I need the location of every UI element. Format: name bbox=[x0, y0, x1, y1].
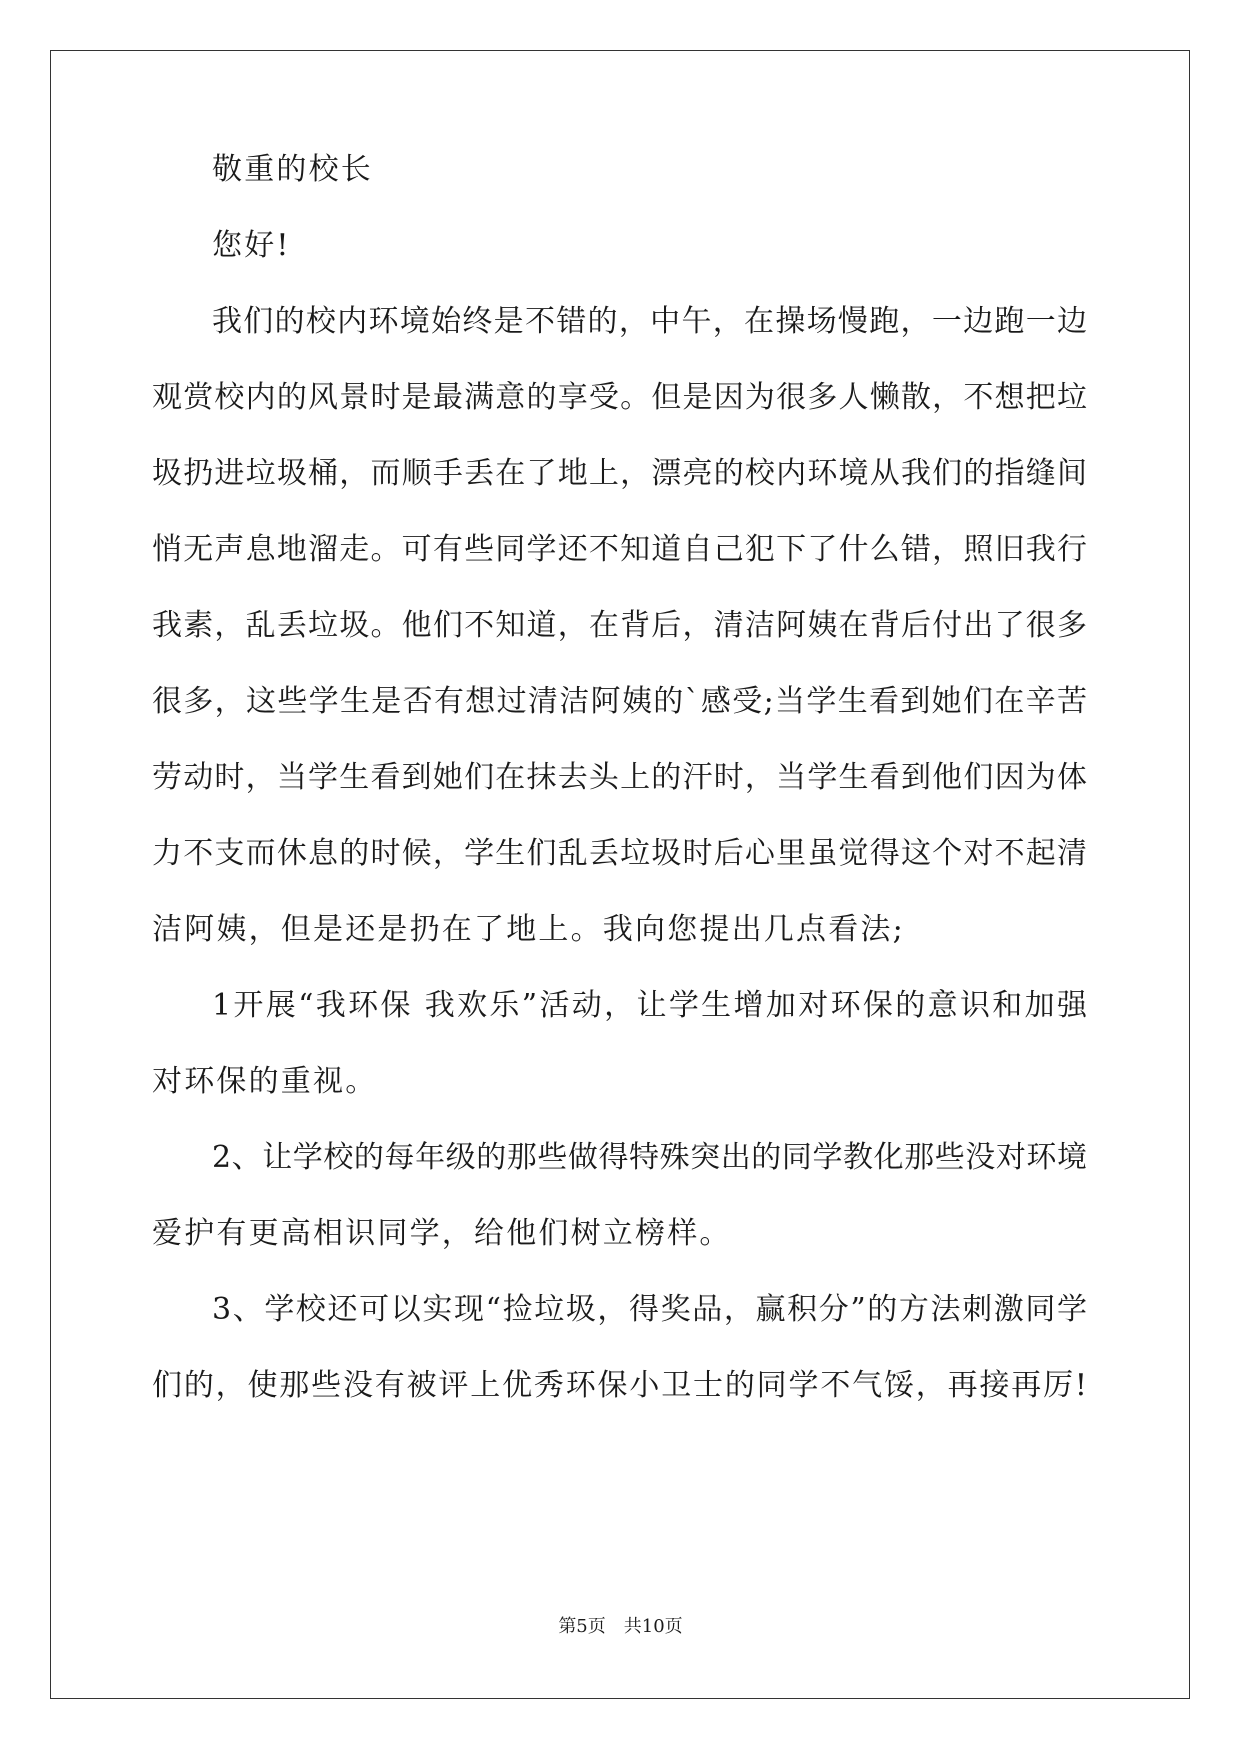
paragraph-1-line-1: 我们的校内环境始终是不错的，中午，在操场慢跑，一边跑一边 bbox=[212, 304, 1087, 339]
paragraph-4-line-2: 们的，使那些没有被评上优秀环保小卫士的同学不气馁，再接再厉! bbox=[152, 1368, 1087, 1403]
page-number: 第5页 共10页 bbox=[558, 1616, 683, 1637]
greeting: 您好! bbox=[212, 228, 291, 263]
paragraph-1-line-3: 圾扔进垃圾桶，而顺手丢在了地上，漂亮的校内环境从我们的指缝间 bbox=[152, 456, 1087, 491]
paragraph-2-line-2: 对环保的重视。 bbox=[152, 1064, 378, 1099]
paragraph-1-line-8: 力不支而休息的时候，学生们乱丢垃圾时后心里虽觉得这个对不起清 bbox=[152, 836, 1087, 871]
paragraph-3-line-1: 2、让学校的每年级的那些做得特殊突出的同学教化那些没对环境 bbox=[212, 1140, 1087, 1175]
salutation: 敬重的校长 bbox=[212, 152, 373, 187]
paragraph-1-line-9: 洁阿姨，但是还是扔在了地上。我向您提出几点看法; bbox=[152, 912, 905, 947]
paragraph-1-line-7: 劳动时，当学生看到她们在抹去头上的汗时，当学生看到他们因为体 bbox=[152, 760, 1087, 795]
paragraph-4-line-1: 3、学校还可以实现“捡垃圾，得奖品，赢积分”的方法刺激同学 bbox=[212, 1292, 1087, 1327]
paragraph-1-line-4: 悄无声息地溜走。可有些同学还不知道自己犯下了什么错，照旧我行 bbox=[152, 532, 1087, 567]
paragraph-3-line-2: 爱护有更高相识同学，给他们树立榜样。 bbox=[152, 1216, 732, 1251]
paragraph-1-line-5: 我素，乱丢垃圾。他们不知道，在背后，清洁阿姨在背后付出了很多 bbox=[152, 608, 1087, 643]
paragraph-2-line-1: 1开展“我环保 我欢乐”活动，让学生增加对环保的意识和加强 bbox=[212, 988, 1087, 1023]
page-border bbox=[50, 50, 1190, 1699]
paragraph-1-line-2: 观赏校内的风景时是最满意的享受。但是因为很多人懒散，不想把垃 bbox=[152, 380, 1087, 415]
paragraph-1-line-6: 很多，这些学生是否有想过清洁阿姨的`感受;当学生看到她们在辛苦 bbox=[152, 684, 1087, 719]
